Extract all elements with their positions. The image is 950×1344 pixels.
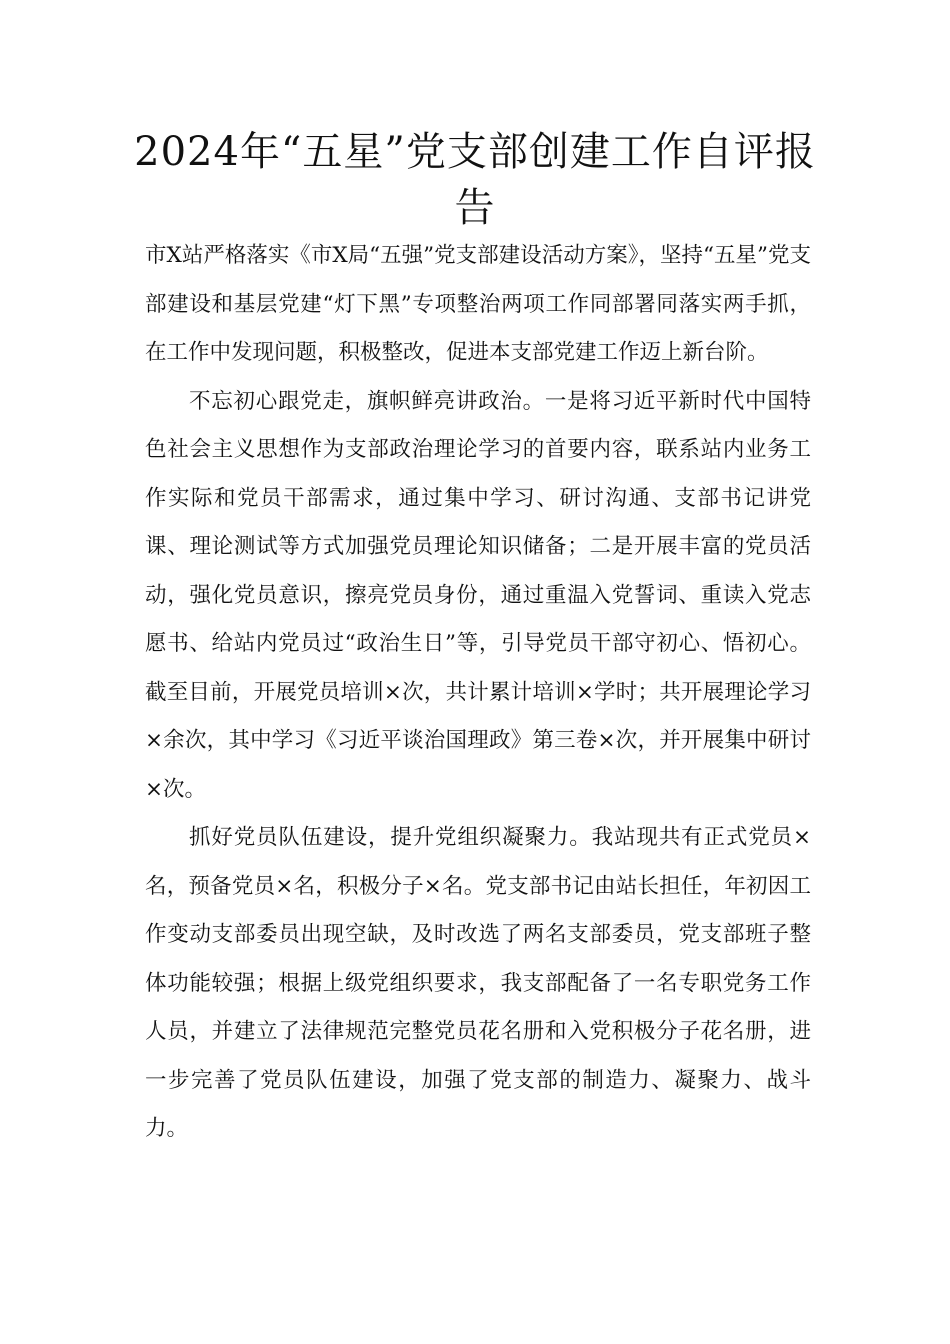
document-title: 2024年“五星”党支部创建工作自评报告 xyxy=(134,129,816,231)
document-body xyxy=(145,232,811,1154)
paragraph-team-building: 抓好党员队伍建设，提升党组织凝聚力。我站现共有正式党员×名，预备党员×名，积极分子×名。党支部书记由站长担任，年初因工作变动支部委员出现空缺，及时改选了两名支部委员，党支部班子整体功能较强；根据上级党组织要求，我支部配备了一名专职党务工作人员，并建立了法律规范完整党员花名册和入党积极分子花名册，进一步完善了党员队伍建设，加强了党支部的制造力、凝聚力、战斗力。 xyxy=(145,825,811,1141)
paragraph-politics: 不忘初心跟党走，旗帜鲜亮讲政治。一是将习近平新时代中国特色社会主义思想作为支部政治理论学习的首要内容，联系站内业务工作实际和党员干部需求，通过集中学习、研讨沟通、支部书记讲党课、理论测试等方式加强党员理论知识储备；二是开展丰富的党员活动，强化党员意识，擦亮党员身份，通过重温入党誓词、重读入党志愿书、给站内党员过“政治生日”等，引导党员干部守初心、悟初心。截至目前，开展党员培训×次，共计累计培训×学时；共开展理论学习×余次，其中学习《习近平谈治国理政》第三卷×次，并开展集中研讨×次。 xyxy=(145,388,811,802)
paragraph-intro: 市X站严格落实《市X局“五强”党支部建设活动方案》，坚持“五星”党支部建设和基层党建“灯下黑”专项整治两项工作同部署同落实两手抓，在工作中发现问题，积极整改，促进本支部党建工作迈上新台阶。 xyxy=(145,243,811,365)
